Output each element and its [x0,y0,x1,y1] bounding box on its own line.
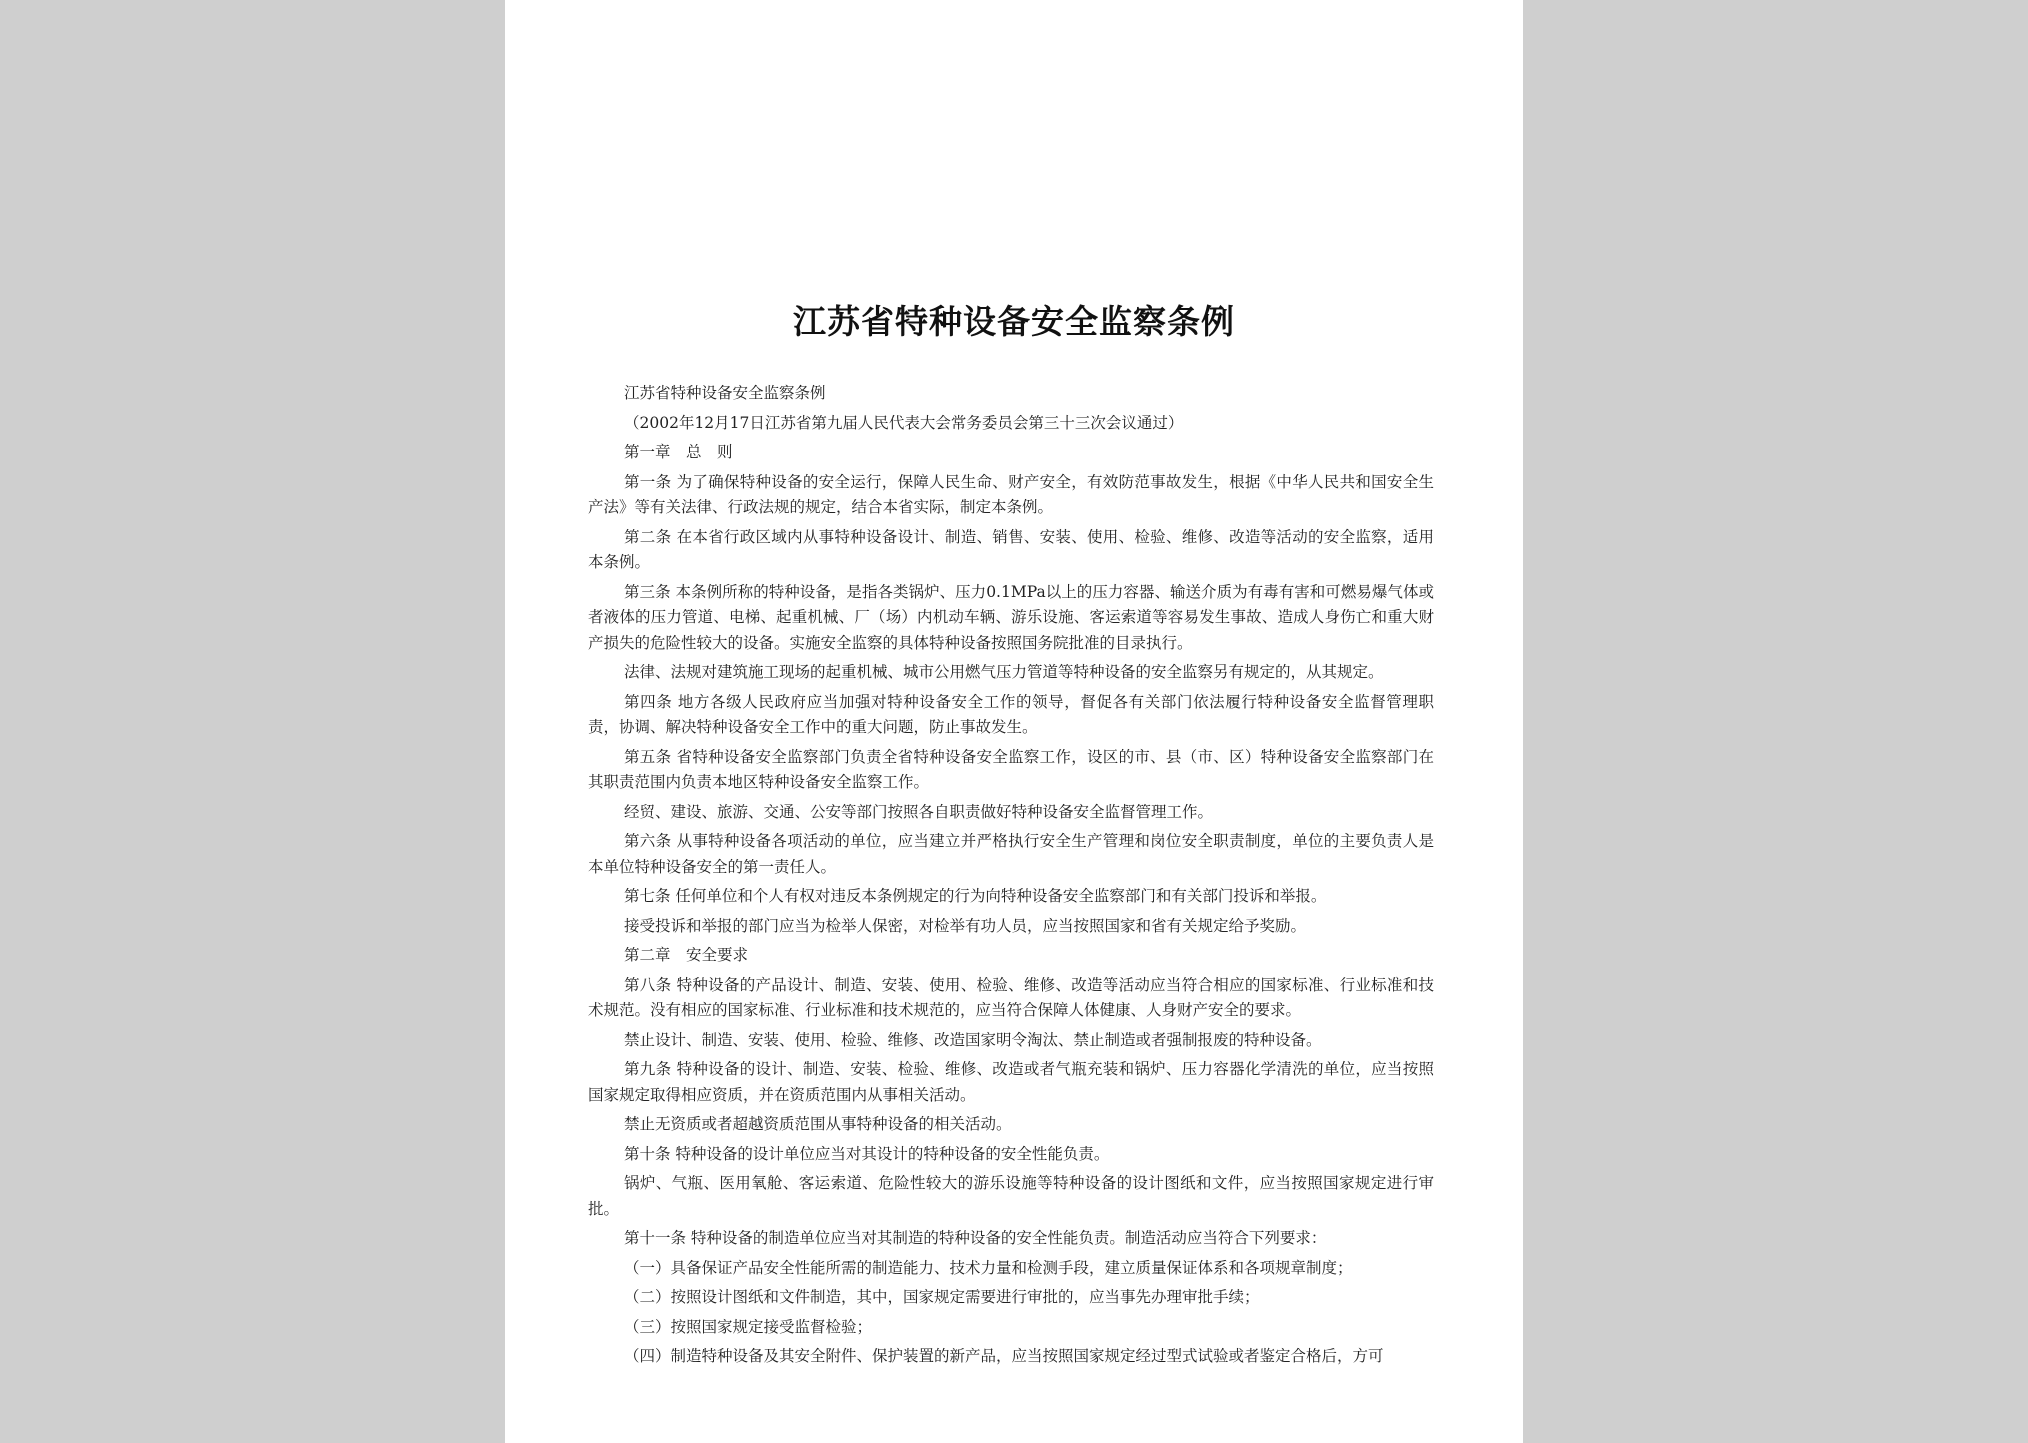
chapter-heading: 第二章 安全要求 [624,946,749,964]
article-paragraph: 禁止无资质或者超越资质范围从事特种设备的相关活动。 [624,1115,1012,1133]
article-paragraph: 第三条 本条例所称的特种设备，是指各类锅炉、压力0.1MPa以上的压力容器、输送介质为有毒有害和可燃易爆气体或者液体的压力管道、电梯、起重机械、厂（场）内机动车辆、游乐设施、客运索道等容易发生事故、造成人身伤亡和重大财产损失的危险性较大的设备。实施安全监察的具体特种设备按照国务院批准的目录执行。 [588,582,1434,652]
document-page [505,0,1523,1443]
list-item: （四）制造特种设备及其安全附件、保护装置的新产品，应当按照国家规定经过型式试验或者鉴定合格后，方可 [624,1347,1384,1365]
article-paragraph: 锅炉、气瓶、医用氧舱、客运索道、危险性较大的游乐设施等特种设备的设计图纸和文件，应当按照国家规定进行审批。 [588,1174,1434,1218]
article-paragraph: 经贸、建设、旅游、交通、公安等部门按照各自职责做好特种设备安全监督管理工作。 [624,802,1214,821]
article-paragraph: 第八条 特种设备的产品设计、制造、安装、使用、检验、维修、改造等活动应当符合相应的国家标准、行业标准和技术规范。没有相应的国家标准、行业标准和技术规范的，应当符合保障人体健康、人身财产安全的要求。 [588,975,1434,1019]
article-paragraph: 第十一条 特种设备的制造单位应当对其制造的特种设备的安全性能负责。制造活动应当符合下列要求： [624,1229,1327,1247]
list-item: （一）具备保证产品安全性能所需的制造能力、技术力量和检测手段，建立质量保证体系和各项规章制度； [624,1258,1353,1277]
adoption-note: （2002年12月17日江苏省第九届人民代表大会常务委员会第三十三次会议通过） [624,413,1184,432]
subtitle-line: 江苏省特种设备安全监察条例 [624,384,826,402]
list-item: （三）按照国家规定接受监督检验； [624,1317,873,1336]
chapter-heading: 第一章 总 则 [624,443,733,461]
article-paragraph: 法律、法规对建筑施工现场的起重机械、城市公用燃气压力管道等特种设备的安全监察另有规定的，从其规定。 [624,663,1384,681]
article-paragraph: 第十条 特种设备的设计单位应当对其设计的特种设备的安全性能负责。 [624,1144,1110,1163]
article-paragraph: 第九条 特种设备的设计、制造、安装、检验、维修、改造或者气瓶充装和锅炉、压力容器化学清洗的单位，应当按照国家规定取得相应资质，并在资质范围内从事相关活动。 [588,1060,1434,1104]
document-title: 江苏省特种设备安全监察条例 [793,302,1235,341]
article-paragraph: 第二条 在本省行政区域内从事特种设备设计、制造、销售、安装、使用、检验、维修、改造等活动的安全监察，适用本条例。 [588,527,1434,571]
article-paragraph: 第一条 为了确保特种设备的安全运行，保障人民生命、财产安全，有效防范事故发生，根据《中华人民共和国安全生产法》等有关法律、行政法规的规定，结合本省实际，制定本条例。 [588,472,1434,516]
list-item: （二）按照设计图纸和文件制造，其中，国家规定需要进行审批的，应当事先办理审批手续； [624,1288,1260,1306]
article-paragraph: 第七条 任何单位和个人有权对违反本条例规定的行为向特种设备安全监察部门和有关部门投诉和举报。 [624,887,1327,905]
article-paragraph: 第五条 省特种设备安全监察部门负责全省特种设备安全监察工作，设区的市、县（市、区）特种设备安全监察部门在其职责范围内负责本地区特种设备安全监察工作。 [588,747,1434,791]
document-body [588,381,1434,1374]
article-paragraph: 禁止设计、制造、安装、使用、检验、维修、改造国家明令淘汰、禁止制造或者强制报废的特种设备。 [624,1030,1322,1049]
article-paragraph: 第六条 从事特种设备各项活动的单位，应当建立并严格执行安全生产管理和岗位安全职责制度，单位的主要负责人是本单位特种设备安全的第一责任人。 [588,832,1434,876]
article-paragraph: 第四条 地方各级人民政府应当加强对特种设备安全工作的领导，督促各有关部门依法履行特种设备安全监督管理职责，协调、解决特种设备安全工作中的重大问题，防止事故发生。 [588,692,1434,736]
article-paragraph: 接受投诉和举报的部门应当为检举人保密，对检举有功人员，应当按照国家和省有关规定给予奖励。 [624,916,1307,935]
